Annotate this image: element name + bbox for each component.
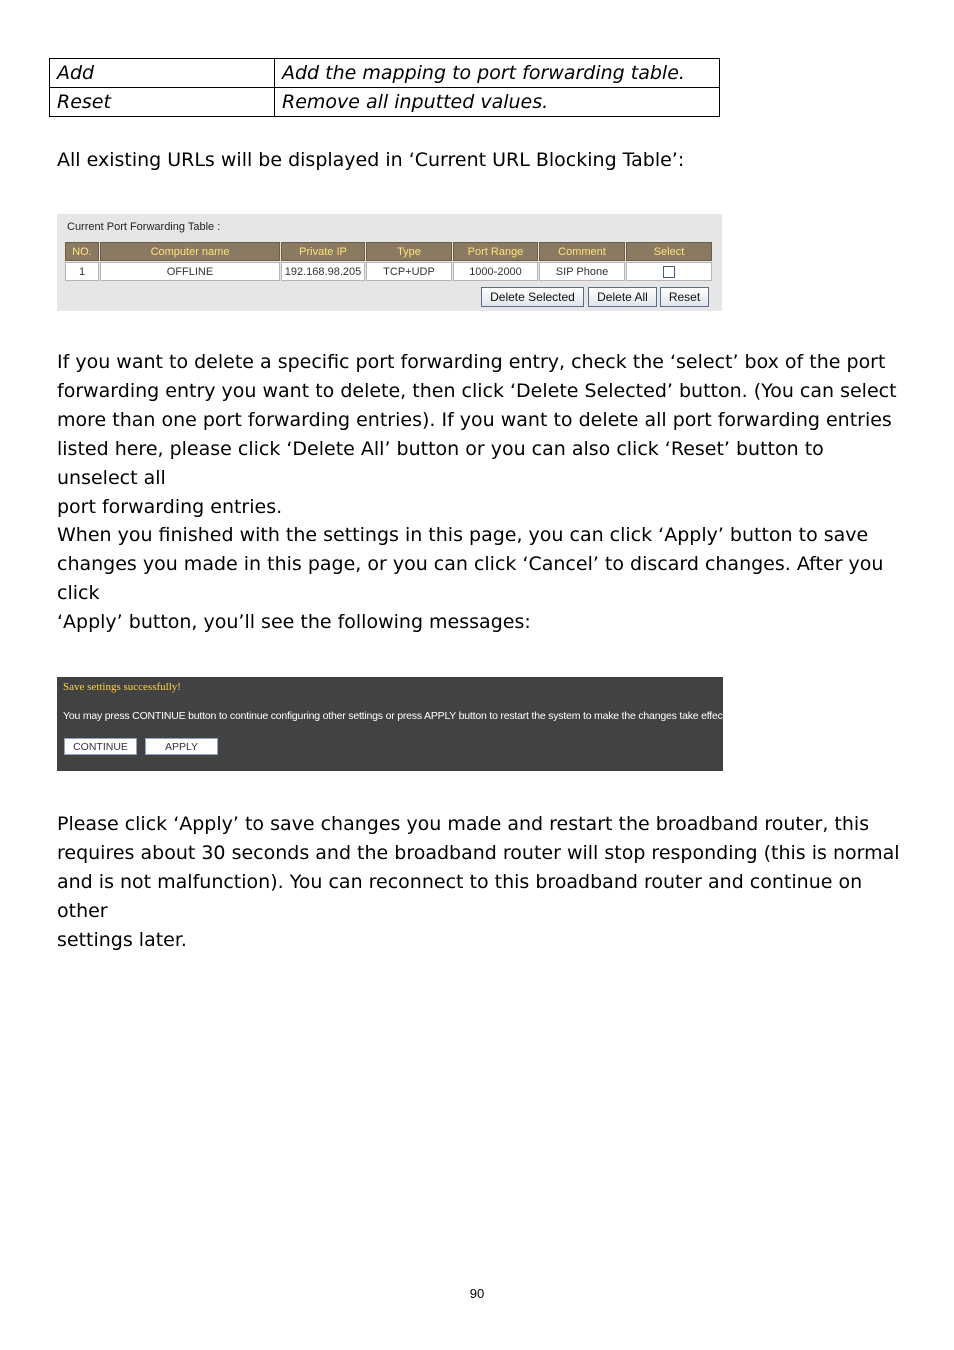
save-message-title: Save settings successfully!	[63, 681, 181, 693]
delete-instructions	[57, 348, 902, 522]
column-header: Computer name	[100, 242, 280, 261]
text-line: When you finished with the settings in this page, you can click ‘Apply’ button to save	[57, 524, 869, 546]
apply-button[interactable]: APPLY	[145, 738, 218, 755]
text-line: Please click ‘Apply’ to save changes you made and restart the broadband router, this	[57, 813, 870, 835]
reset-button[interactable]: Reset	[660, 287, 709, 307]
port-table-title: Current Port Forwarding Table :	[67, 221, 221, 233]
restart-instructions	[57, 810, 902, 955]
text-line: requires about 30 seconds and the broadband router will stop responding (this is normal	[57, 842, 900, 864]
cell-computer-name: OFFLINE	[100, 262, 280, 281]
cell-comment: SIP Phone	[539, 262, 625, 281]
text-line: port forwarding entries.	[57, 496, 283, 518]
text-line: more than one port forwarding entries). If you want to delete all port forwarding entries	[57, 409, 892, 431]
text-line: and is not malfunction). You can reconnect to this broadband router and continue on other	[57, 871, 863, 922]
text-line: settings later.	[57, 929, 187, 951]
port-forwarding-table	[64, 241, 713, 282]
definition-description: Add the mapping to port forwarding table.	[275, 59, 720, 88]
column-header: Port Range	[453, 242, 538, 261]
table-header-row	[65, 242, 712, 261]
definition-term: Add	[50, 59, 275, 88]
text-line: changes you made in this page, or you can click ‘Cancel’ to discard changes. After you click	[57, 553, 884, 604]
text-line: forwarding entry you want to delete, then click ‘Delete Selected’ button. (You can select	[57, 380, 897, 402]
delete-selected-button[interactable]: Delete Selected	[481, 287, 584, 307]
save-message-panel	[57, 677, 729, 771]
cell-no: 1	[65, 262, 99, 281]
definition-row	[50, 59, 720, 88]
text-line: ‘Apply’ button, you’ll see the following messages:	[57, 611, 531, 633]
delete-all-button[interactable]: Delete All	[588, 287, 657, 307]
cell-private-ip: 192.168.98.205	[281, 262, 365, 281]
column-header: Comment	[539, 242, 625, 261]
column-header: Private IP	[281, 242, 365, 261]
select-checkbox[interactable]	[663, 266, 675, 278]
page-number: 90	[469, 1286, 485, 1301]
cell-select	[626, 262, 712, 281]
port-forwarding-panel	[57, 214, 722, 311]
intro-text: All existing URLs will be displayed in ‘Current URL Blocking Table’:	[57, 149, 685, 171]
continue-button[interactable]: CONTINUE	[64, 738, 137, 755]
column-header: Type	[366, 242, 452, 261]
definition-description: Remove all inputted values.	[275, 88, 720, 117]
column-header: Select	[626, 242, 712, 261]
cell-port-range: 1000-2000	[453, 262, 538, 281]
definition-term: Reset	[50, 88, 275, 117]
text-line: If you want to delete a specific port forwarding entry, check the ‘select’ box of the port	[57, 351, 886, 373]
text-line: listed here, please click ‘Delete All’ button or you can also click ‘Reset’ button to unselect all	[57, 438, 824, 489]
apply-instructions	[57, 521, 902, 637]
definition-row	[50, 88, 720, 117]
column-header: NO.	[65, 242, 99, 261]
cell-type: TCP+UDP	[366, 262, 452, 281]
table-row	[65, 262, 712, 281]
definition-table	[49, 58, 720, 117]
save-message-text: You may press CONTINUE button to continue configuring other settings or press APPLY button to restart the system to make the changes take effect.	[63, 710, 729, 722]
